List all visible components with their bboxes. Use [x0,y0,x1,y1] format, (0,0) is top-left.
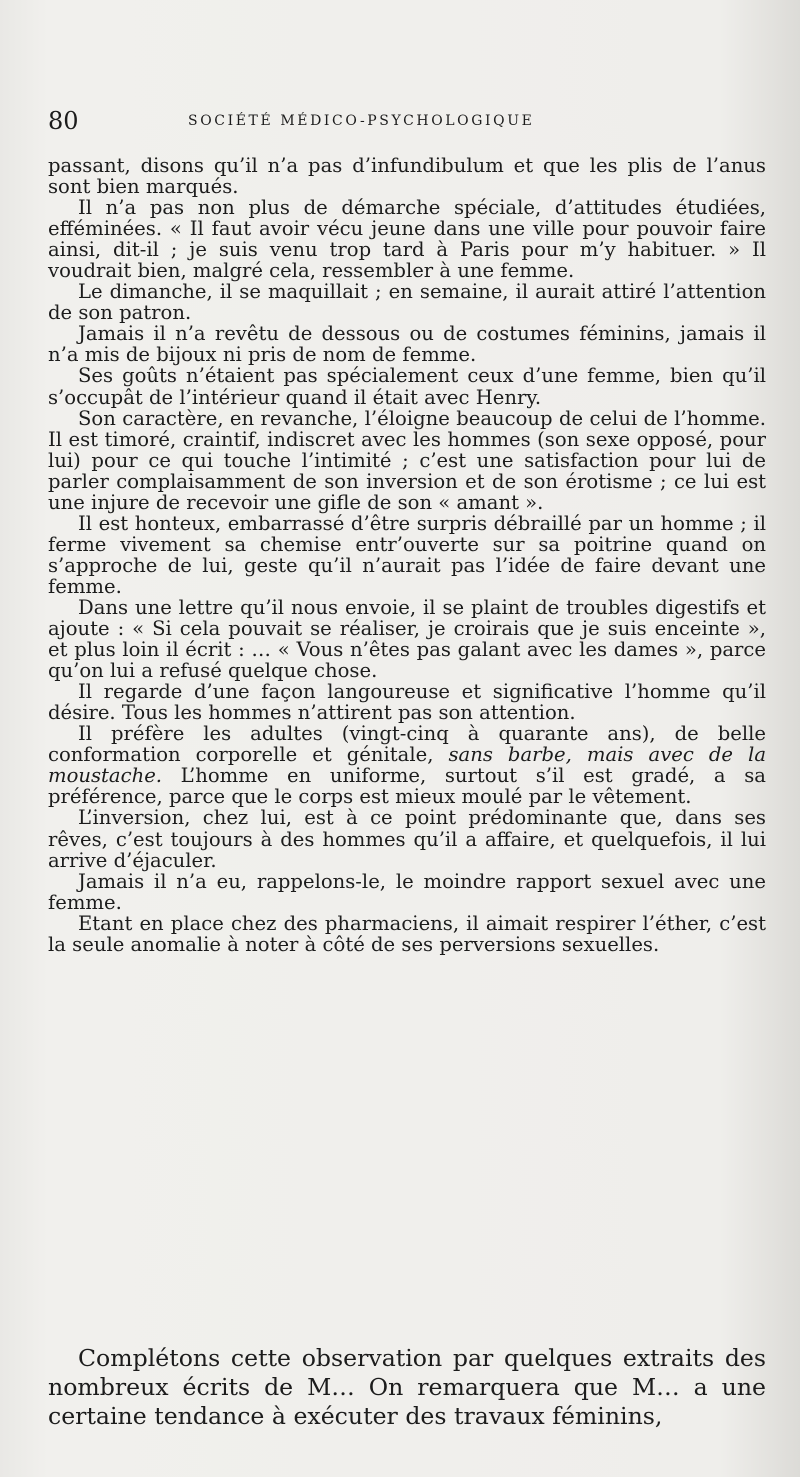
paragraph: Jamais il n’a revêtu de dessous ou de costumes féminins, jamais il n’a mis de bijoux ni pris de nom de femme. [48,322,766,367]
paragraph: passant, disons qu’il n’a pas d’infundibulum et que les plis de l’anus sont bien marqués. [48,154,766,199]
body-text [48,155,766,955]
paragraph: L’inversion, chez lui, est à ce point prédominante que, dans ses rêves, c’est toujours à des hommes qu’il a affaire, et quelquefois, il lui arrive d’éjaculer. [48,806,766,872]
italic-phrase: sans barbe, mais avec de la moustache. [48,743,766,788]
paragraph: Dans une lettre qu’il nous envoie, il se plaint de troubles digestifs et ajoute : « Si cela pouvait se réaliser, je croirais que je suis enceinte », et plus loin il écrit : … « Vous n’êtes pas galant avec les dames », parce qu’on lui a refusé quelque chose. [48,595,766,683]
closing-paragraph: Complétons cette observation par quelques extraits des nombreux écrits de M… On remarquera que M… a une certaine tendance à exécuter des travaux féminins, [48,1344,766,1430]
page-number: 80 [48,107,79,135]
paragraph: Il regarde d’une façon langoureuse et significative l’homme qu’il désire. Tous les hommes n’attirent pas son attention. [48,680,766,725]
paragraph: Il n’a pas non plus de démarche spéciale, d’attitudes étudiées, efféminées. « Il faut avoir vécu jeune dans une ville pour pouvoir faire ainsi, dit-il ; je suis venu trop tard à Paris pour m’y habituer. » Il voudrait bien, malgré cela, ressembler à une femme. [48,196,766,283]
paragraph: Etant en place chez des pharmaciens, il aimait respirer l’éther, c’est la seule anomalie à noter à côté de ses perversions sexuelles. [48,911,766,956]
paragraph: Ses goûts n’étaient pas spécialement ceux d’une femme, bien qu’il s’occupât de l’intérieur quand il était avec Henry. [48,364,766,409]
paragraph-text: L’homme en uniforme, surtout s’il est gradé, a sa préférence, parce que le corps est mieux moulé par le vêtement. [48,764,766,809]
paragraph: Il est honteux, embarrassé d’être surpris débraillé par un homme ; il ferme vivement sa chemise entr’ouverte sur sa poitrine quand on s’approche de lui, geste qu’il n’aurait pas l’idée de faire devant une femme. [48,511,766,598]
running-head: SOCIÉTÉ MÉDICO-PSYCHOLOGIQUE [188,113,535,129]
paragraph: Jamais il n’a eu, rappelons-le, le moindre rapport sexuel avec une femme. [48,869,766,914]
paragraph-preference [48,723,766,807]
paragraph: Le dimanche, il se maquillait ; en semaine, il aurait attiré l’attention de son patron. [48,280,766,325]
closing-text [48,1344,766,1431]
paragraph: Son caractère, en revanche, l’éloigne beaucoup de celui de l’homme. Il est timoré, craintif, indiscret avec les hommes (son sexe opposé, pour lui) pour ce qui touche l’intimité ; c’est une satisfaction pour lui de parler complaisamment de son inversion et de son érotisme ; ce lui est une injure de recevoir une gifle de son « amant ». [48,406,766,514]
page-header [48,106,770,136]
paragraph-text: Il préfère les adultes (vingt-cinq à quarante ans), de belle conformation corporelle et génitale, [48,722,766,767]
